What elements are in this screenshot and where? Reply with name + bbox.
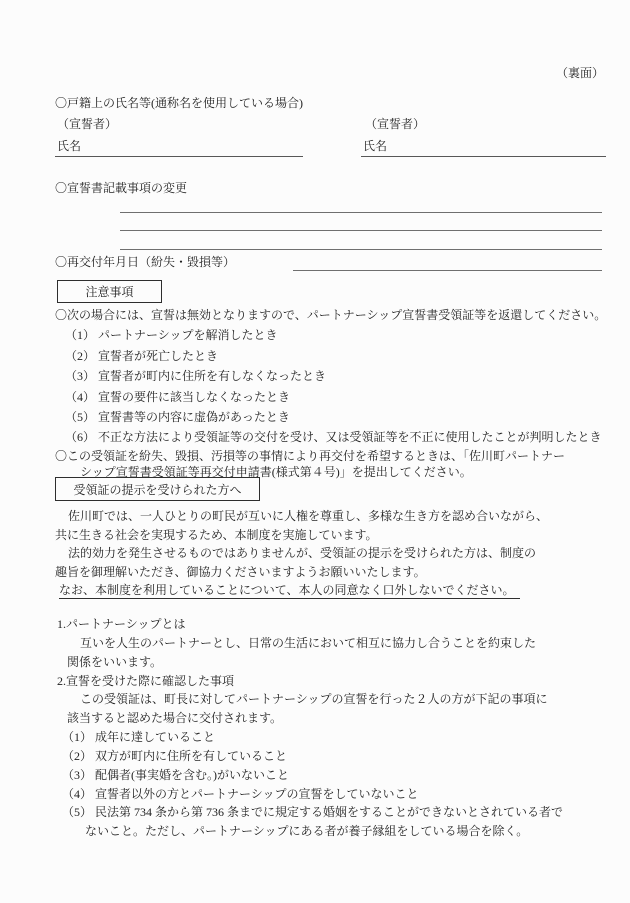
declarant-label-left: （宣誓者）: [57, 117, 118, 131]
confidentiality-underlined-text: なお、本制度を利用していることについて、本人の同意なく口外しないでください。: [59, 583, 520, 599]
definitions-line: （2） 双方が町内に住所を有していること: [62, 748, 288, 763]
notice-item: （4） 宣誓の要件に該当しなくなったとき: [65, 389, 291, 404]
holder-paragraph-line: [55, 581, 615, 600]
notice-list: [55, 305, 615, 480]
blank-line: [120, 249, 602, 250]
back-side-label: （裏面）: [556, 66, 605, 80]
definitions-line: （4） 宣誓者以外の方とパートナーシップの宣誓をしていないこと: [62, 786, 419, 801]
reissue-note-line: シップ宣誓書受領証等再交付申請書(様式第４号)」を提出してください。: [80, 464, 472, 479]
definitions-line: （3） 配偶者(事実婚を含む。)がいないこと: [62, 767, 289, 782]
blank-line: [293, 270, 602, 271]
definitions-line: 互いを人生のパートナーとし、日常の生活において相互に協力し合うことを約束した: [80, 635, 537, 650]
definitions-line: 2.宣誓を受けた際に確認した事項: [57, 673, 235, 688]
notice-title: 注意事項: [85, 285, 134, 299]
name-label-right: 氏名: [363, 139, 388, 153]
blank-line: [120, 212, 602, 213]
notice-title-box: [57, 280, 162, 303]
definitions-line: この受領証は、町長に対してパートナーシップの宣誓を行った２人の方が下記の事項に: [80, 692, 548, 707]
holder-paragraph-line: 佐川町では、一人ひとりの町民が互いに人権を尊重し、多様な生き方を認め合いながら、: [68, 509, 549, 523]
notice-intro: 〇次の場合には、宣誓は無効となりますので、パートナーシップ宣誓書受領証等を返還してください。: [55, 308, 607, 322]
notice-item: （6） 不正な方法により受領証等の交付を受け、又は受領証等を不正に使用したことが判明したとき: [65, 430, 602, 445]
blank-line: [120, 230, 602, 231]
notice-item: （1） パートナーシップを解消したとき: [65, 328, 278, 343]
definitions-line: 1.パートナーシップとは: [57, 617, 186, 631]
koseki-name-heading: 〇戸籍上の氏名等(通称名を使用している場合): [55, 96, 303, 110]
holder-paragraph: [55, 507, 615, 600]
holder-title-box: [55, 477, 260, 501]
name-field-left: [55, 137, 303, 157]
reissue-note-line: 〇この受領証を紛失、毀損、汚損等の事情により再交付を希望するときは、「佐川町パートナー: [55, 448, 566, 463]
name-label-left: 氏名: [57, 139, 82, 153]
declarant-label-right: （宣誓者）: [365, 117, 426, 131]
holder-title: 受領証の提示を受けられた方へ: [73, 482, 242, 497]
holder-paragraph-line: 共に生きる社会を実現するため、本制度を実施しています。: [55, 527, 378, 542]
definitions-line: 関係をいいます。: [67, 654, 163, 669]
notice-item: （3） 宣誓者が町内に住所を有しなくなったとき: [65, 369, 327, 384]
holder-paragraph-line: 趣旨を御理解いただき、御協力くださいますようお願いいたします。: [55, 564, 426, 579]
notice-item: （2） 宣誓者が死亡したとき: [65, 348, 219, 363]
definitions-line: 該当すると認めた場合に交付されます。: [67, 711, 283, 726]
definitions-line: （5） 民法第 734 条から第 736 条までに規定する婚姻をすることができないとされている者で: [62, 805, 564, 820]
definitions-line: （1） 成年に達していること: [62, 730, 216, 745]
change-heading: 〇宣誓書記載事項の変更: [55, 181, 188, 195]
definitions-section: [55, 615, 621, 841]
definitions-line: ないこと。ただし、パートナーシップにある者が養子縁組をしている場合を除く。: [85, 824, 529, 839]
reissue-date-heading: 〇再交付年月日（紛失・毀損等）: [55, 255, 236, 269]
holder-paragraph-line: 法的効力を発生させるものではありませんが、受領証の提示を受けられた方は、制度の: [68, 546, 537, 561]
notice-item: （5） 宣誓書等の内容に虚偽があったとき: [65, 409, 290, 424]
name-field-right: [361, 137, 606, 157]
